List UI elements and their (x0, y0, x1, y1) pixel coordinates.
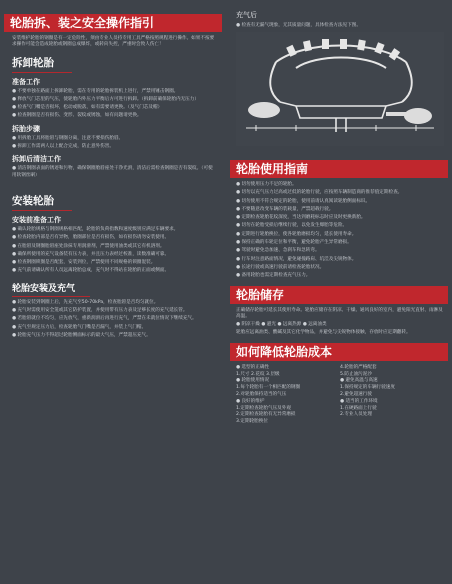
cost-item: 1.每个轮胎有一个相匹配的钢圈 (236, 385, 301, 391)
cost-item: 2.对轮胎保持适当的气压 (236, 391, 287, 397)
usage-item: ● 长途行驶或高速行驶前请检查轮胎状况。 (236, 264, 325, 270)
inflate-item: ● 充气至规定压力后，检查轮胎气门嘴是否漏气，并装上气门帽。 (12, 324, 147, 330)
cost-item: ● 选型的正确性 (236, 364, 270, 370)
cost-item: 5.防止油污泥沙 (340, 371, 372, 377)
steps-item: ● 拆卸工作需两人以上配合完成，防止意外伤害。 (12, 144, 114, 150)
inflate-item: ● 充气时需使用安全笼或其它防护装置，并使用带有压力表及足够长度的充气延长管。 (12, 308, 188, 314)
usage-item: ● 驾驶时避免急加速、急刹车和急转弯。 (236, 248, 320, 254)
clean-heading: 拆卸后清洁工作 (12, 155, 61, 164)
usage-item: ● 切勿使用压力不足的轮胎。 (236, 182, 297, 187)
cost-item: 2.避免超速行驶 (340, 391, 372, 397)
storage-intro: 正确储存轮胎可延长其使用寿命。轮胎应储存在阴凉、干燥、通风良好的室内，避免阳光直射、雨淋及高温。 (236, 307, 443, 319)
install-prep-item: ● 在胎唇及钢圈胎唇座处涂抹专用润滑剂，严禁使用油类或其它有机溶剂。 (12, 243, 165, 249)
inflate-item: ● 若胎唇就位不均匀，应先放气，重新润滑后再进行充气，严禁在未就位情况下继续充气。 (12, 316, 197, 322)
usage-item: ● 定期进行轮胎换位，使各轮胎磨损均匀，延长使用寿命。 (236, 231, 357, 237)
inflate-item: ● 轮胎安装到钢圈上后，先充气至50-70kPa，检查胎唇是否均匀就位。 (12, 299, 159, 305)
cost-item: 1.在硬路面上行驶 (340, 405, 377, 411)
inflate-heading: 轮胎安装及充气 (12, 281, 90, 297)
usage-item: ● 保持正确的车轮定位和平衡，避免轮胎产生异常磨损。 (236, 240, 352, 246)
cost-grid (236, 365, 444, 426)
cost-item: 1.保持规定的车辆行驶速度 (340, 385, 395, 391)
install-prep-item: ● 检查钢圈锁圈是否配套，安装到位，严禁使用不同规格的锁圈混装。 (12, 260, 156, 266)
cost-item: ● 避免高温与高速 (340, 378, 378, 384)
cost-left-column (236, 365, 340, 426)
usage-item: ● 备用轮胎也需定期检查充气压力。 (236, 273, 311, 279)
cost-item: 1.尺寸 2.花纹 3.层级 (236, 371, 280, 377)
prep-item: ● 检查气门嘴是否损坏，松动或脱落，如有需要请更换。（及气门芯及帽） (12, 105, 163, 111)
cost-right-column (340, 365, 444, 426)
storage-note: 轮胎应远离油类、酸碱及其它化学物品，并避免与尖锐物体接触，存放时应定期翻转。 (236, 330, 411, 336)
clean-item: ● 清洁钢圈表面的锈迹和污物，确保钢圈胎唇座处干净光滑，清洁后需检查钢圈是否有裂纹。（可使用软钢丝刷） (12, 166, 213, 178)
install-prep-item: ● 确认轮胎规格与钢圈规格相匹配，轮胎的负荷指数和速度级别应满足车辆要求。 (12, 226, 179, 232)
cost-item: 2.专业人员处理 (340, 412, 372, 418)
cost-item: ● 良好的维护 (236, 398, 265, 404)
cost-item: ● 轮胎使用情况 (236, 378, 270, 384)
usage-item: ● 切勿使用不符合规定的轮胎，使用前请认真阅读轮胎侧面标识。 (236, 198, 371, 204)
after-inflation-caption: ● 检查有无漏气现象，无其质量问题，具体检查方法见下图。 (236, 23, 361, 28)
inflate-item: ● 轮胎充气压力不得超过轮胎侧面标示的最大气压，严禁超压充气。 (12, 332, 151, 338)
tire-inflation-illustration-icon (236, 32, 444, 146)
prep-heading: 准备工作 (12, 77, 40, 86)
usage-item: ● 不要随意改变车辆的装载量，严禁超载行驶。 (236, 206, 334, 212)
install-prep-heading: 安装前准备工作 (12, 215, 61, 224)
prep-item: ● 不要单独在路面上拆卸轮胎，需在专用的轮胎拆装机上进行，严禁用锤击钢圈。 (12, 88, 179, 94)
usage-guide-banner: 轮胎使用指南 (230, 160, 448, 178)
usage-item: ● 定期检查轮胎花纹深度，当达到磨耗标志时应及时更换新胎。 (236, 215, 366, 221)
steps-heading: 拆胎步骤 (12, 124, 40, 133)
storage-tags: ● 阴凉干燥 ● 避光 ● 远离热源 ● 远离油类 (236, 322, 327, 328)
install-tire-heading: 安装轮胎 (12, 193, 72, 211)
intro-text: 安装维护轮胎的钢圈是有一定危险性，须由专业人员持专用工具严格按照规程进行操作。如果不按要求操作可能会造成轮胎或钢圈总成爆炸，或转向失控，严重时会致人伤亡！ (12, 36, 215, 48)
remove-tire-heading: 拆卸轮胎 (12, 55, 72, 73)
install-prep-item: ● 检查轮胎内部是否有异物，胎圈部位是否有损伤，如有损伤请勿安装使用。 (12, 235, 170, 241)
usage-item: ● 切勿在轮胎受损后继续行驶，以免发生爆胎等危险。 (236, 223, 348, 229)
cost-item: ● 适当的工作环境 (340, 398, 378, 404)
prep-item: ● 检查钢圈是否有损伤、变形、裂纹或锈蚀，如有问题请更换。 (12, 113, 142, 119)
safety-guide-banner: 轮胎拆、装之安全操作指引 (4, 14, 222, 32)
cost-item: 1.定期检查轮胎气压及外观 (236, 405, 291, 411)
usage-item: ● 切勿以充气压力过高或过低的轮胎行驶，应按照车辆制造商的推荐值定期检查。 (236, 190, 403, 196)
steps-item: ● 用拆胎工具将胎唇与钢圈分离，注意不要损伤胎唇。 (12, 135, 124, 141)
left-column (4, 0, 222, 584)
cost-item: 2.定期检查轮胎有无异常磨损 (236, 412, 296, 418)
prep-item: ● 释放气门芯里的气压，使轮胎内外压力平衡后方可进行拆卸。（拆卸前确保轮胎内无压力） (12, 96, 199, 102)
after-inflation-title: 充气后 (236, 11, 257, 19)
cost-item: 4.轮胎的严格配套 (340, 364, 377, 370)
storage-banner: 轮胎储存 (230, 286, 448, 304)
reduce-cost-banner: 如何降低轮胎成本 (230, 343, 448, 361)
install-prep-item: ● 确保所使用的充气设备装有压力表，并且压力表经过校准，读数准确可靠。 (12, 251, 170, 257)
right-column (230, 0, 448, 584)
install-prep-item: ● 充气前请确认所有人员远离轮胎总成，充气时不得站在轮胎的正面或侧面。 (12, 268, 170, 274)
usage-item: ● 行车时注意路面情况，避免碰撞路肩、坑洼及尖锐物体。 (236, 256, 357, 262)
cost-item: 3.定期轮胎换位 (236, 419, 268, 425)
